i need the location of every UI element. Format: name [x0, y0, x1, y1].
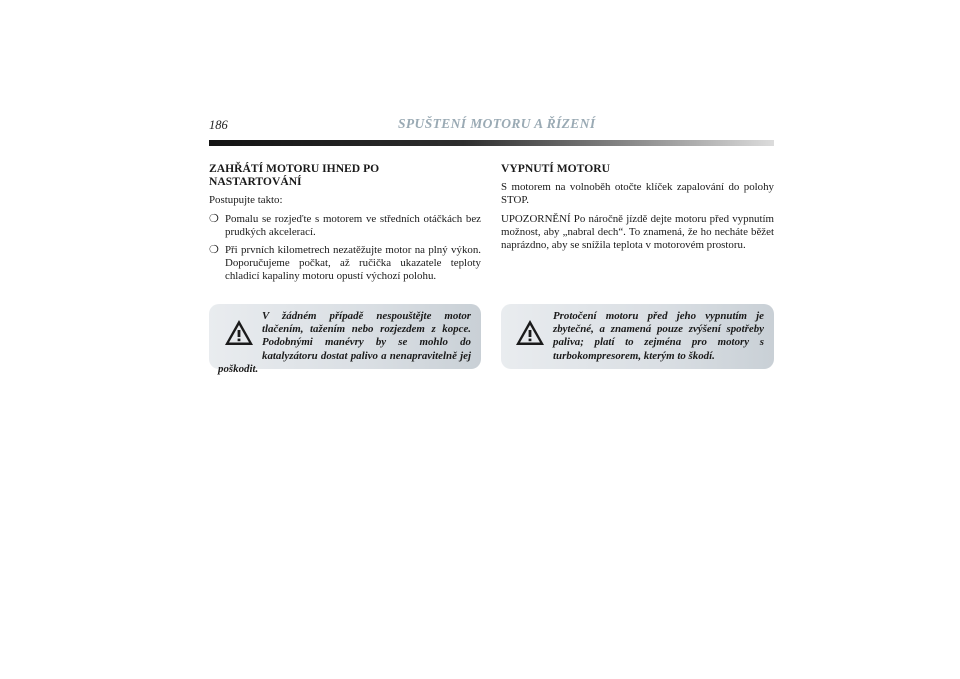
- bullet-circle-icon: ❍: [209, 213, 219, 225]
- section-heading-shutdown: VYPNUTÍ MOTORU: [501, 162, 610, 175]
- heading-line: NASTARTOVÁNÍ: [209, 175, 302, 188]
- paragraph: S motorem na volnoběh otočte klíček zapalování do polohy STOP.: [501, 181, 774, 206]
- bullet-text: Pomalu se rozjeďte s motorem ve středních otáčkách bez prudkých akcelerací.: [225, 213, 481, 238]
- intro-text: Postupujte takto:: [209, 194, 283, 206]
- bullet-list: [209, 213, 481, 283]
- warning-box-right: [501, 304, 774, 369]
- list-item: [209, 213, 481, 239]
- page-number: 186: [209, 118, 228, 132]
- list-item: [209, 244, 481, 283]
- warning-text: V žádném případě nespouštějte motor tlačením, tažením nebo rozjezdem z kopce. Podobnými manévry by se mohlo do katalyzátoru dostat palivo a nenapravitelně jej poškodit.: [218, 310, 471, 375]
- paragraph: UPOZORNĚNÍ Po náročně jízdě dejte motoru před vypnutím možnost, aby „nabral dech“. To znamená, že ho necháte běžet naprázdno, aby se snížila teplota v motorovém prostoru.: [501, 213, 774, 251]
- warning-triangle-icon: [224, 319, 254, 346]
- header-rule: [209, 140, 774, 146]
- running-header: SPUŠTENÍ MOTORU A ŘÍZENÍ: [398, 116, 596, 131]
- warning-box-left: [209, 304, 481, 375]
- left-column: [209, 162, 481, 288]
- heading-line: ZAHŘÁTÍ MOTORU IHNED PO: [209, 162, 380, 175]
- section-heading-warmup: [209, 162, 481, 188]
- warning-text: Protočení motoru před jeho vypnutím je zbytečné, a znamená pouze zvýšení spotřeby paliva; platí to zejména pro motory s turbokompresorem, kterým to škodí.: [553, 310, 764, 362]
- bullet-text: Při prvních kilometrech nezatěžujte motor na plný výkon. Doporučujeme počkat, až ručička ukazatele teploty chladicí kapaliny motoru opustí výchozí polohu.: [225, 244, 481, 282]
- right-column: [501, 162, 774, 258]
- bullet-circle-icon: ❍: [209, 244, 219, 256]
- warning-triangle-icon: [515, 319, 545, 346]
